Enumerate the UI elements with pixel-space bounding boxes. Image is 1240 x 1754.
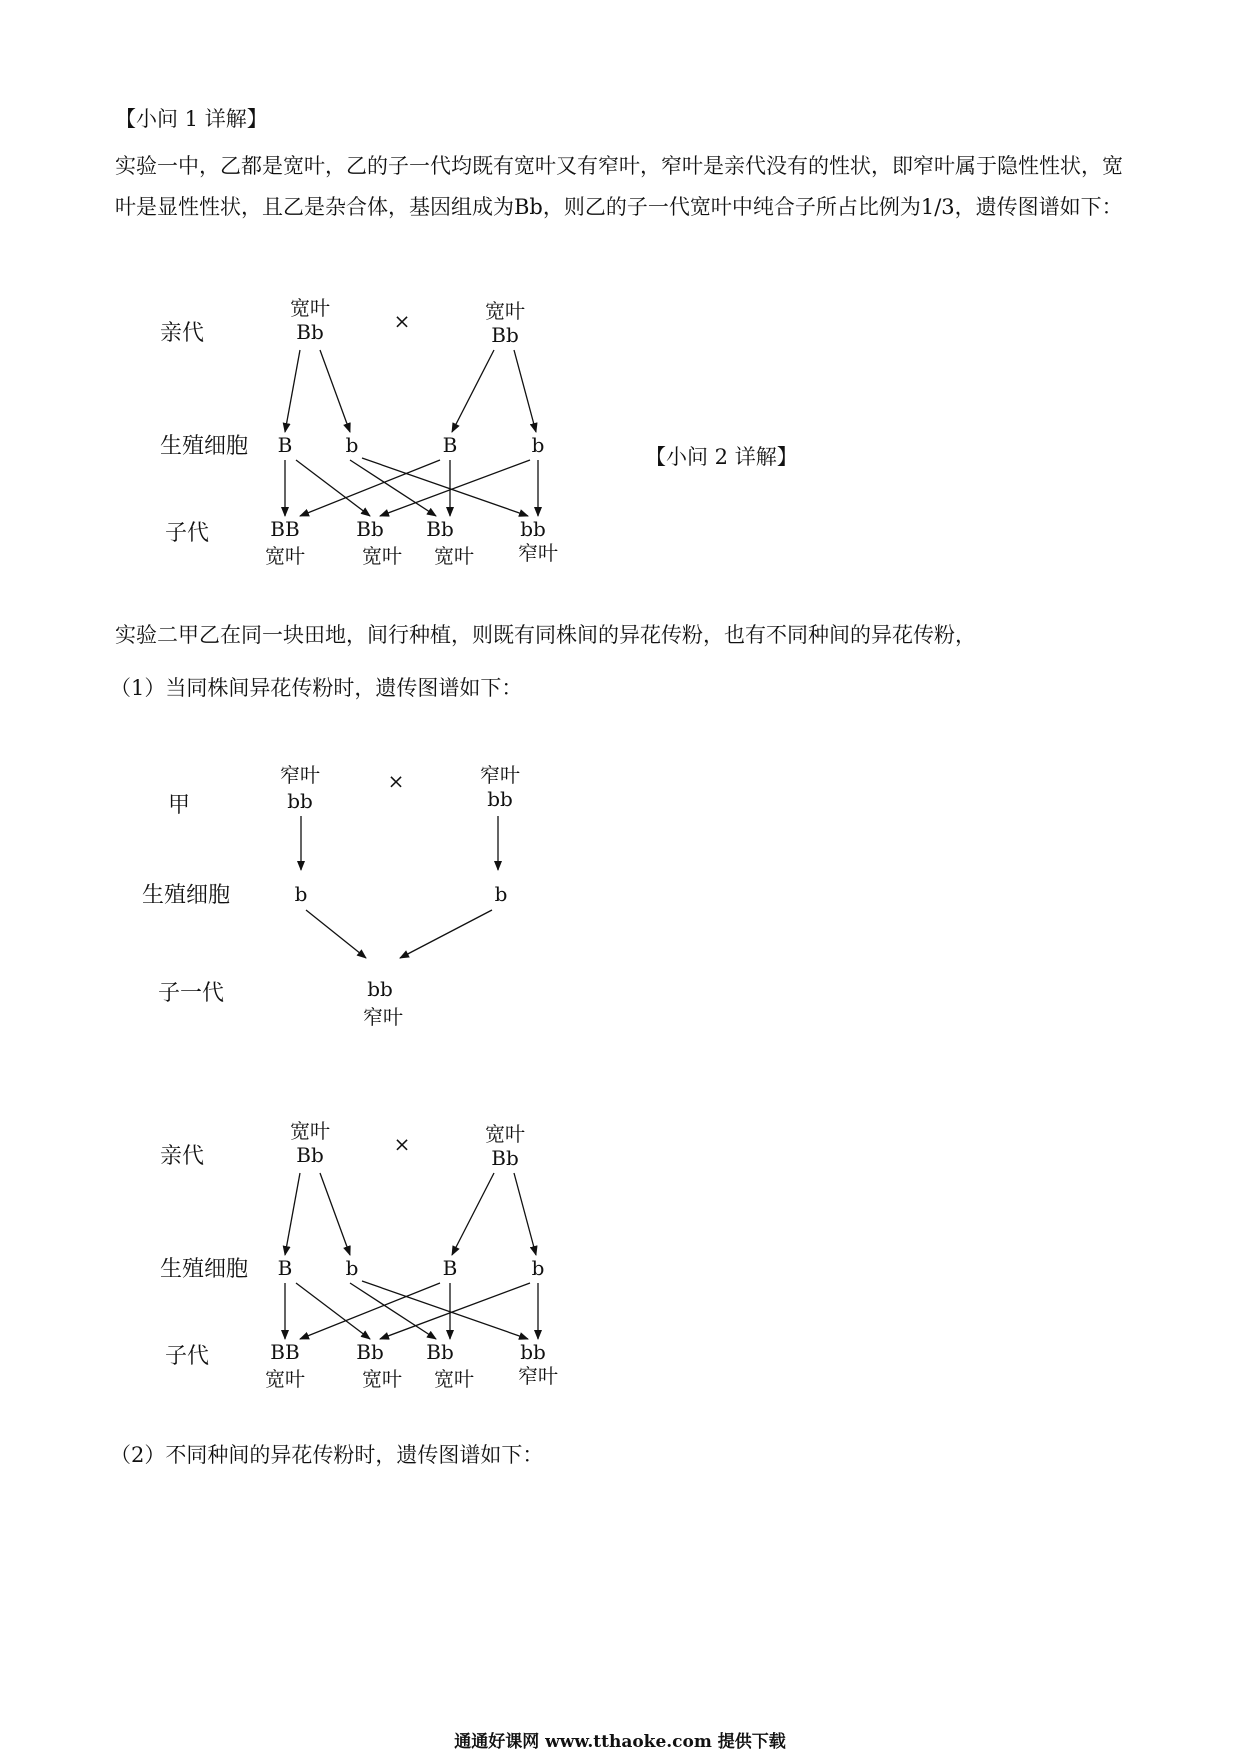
offspring-4-genotype: bb (520, 517, 546, 541)
row-label-parent: 甲 (168, 793, 191, 818)
gamete-2: b (345, 1256, 359, 1280)
offspring-3-genotype: Bb (426, 517, 454, 541)
cross-symbol: × (393, 1132, 411, 1156)
offspring-3-trait: 宽叶 (434, 544, 474, 568)
row-label-parent: 亲代 (160, 321, 205, 346)
section1-heading: 【小问 1 详解】 (115, 107, 268, 131)
offspring-2-trait: 宽叶 (362, 544, 402, 568)
diagram-2-arrows (301, 816, 498, 958)
gamete-4: b (531, 1256, 545, 1280)
gamete-1: B (277, 1256, 293, 1280)
genetic-diagram-2 (0, 750, 620, 1054)
row-label-offspring: 子一代 (158, 981, 225, 1006)
offspring-2-trait: 宽叶 (362, 1367, 402, 1391)
parent1-genotype: Bb (296, 320, 324, 344)
row-label-gamete: 生殖细胞 (160, 434, 249, 459)
offspring-genotype: bb (367, 977, 393, 1001)
genetic-diagram-1-svg (0, 290, 620, 580)
section1-paragraph: 实验一中，乙都是宽叶，乙的子一代均既有宽叶又有窄叶，窄叶是亲代没有的性状，即窄叶属于隐性性状，宽叶是显性性状，且乙是杂合体，基因组成为Bb，则乙的子一代宽叶中纯合子所占比例为1/3，遗传图谱如下： (115, 154, 1123, 219)
gamete-3: B (442, 433, 458, 457)
gamete-2: b (345, 433, 359, 457)
parent1-trait: 宽叶 (290, 1119, 330, 1143)
genetic-diagram-3-svg (0, 1113, 620, 1403)
parent2-genotype: Bb (491, 323, 519, 347)
offspring-trait: 窄叶 (363, 1005, 403, 1029)
genetic-diagram-1 (0, 290, 620, 584)
row-label-gamete: 生殖细胞 (160, 1257, 249, 1282)
offspring-4-genotype: bb (520, 1340, 546, 1364)
gamete-1: B (277, 433, 293, 457)
diagram-1-arrows (285, 350, 538, 516)
offspring-2-genotype: Bb (356, 1340, 384, 1364)
section2-heading: 【小问 2 详解】 (645, 445, 798, 469)
diagram-3-arrows (285, 1173, 538, 1339)
parent1-trait: 窄叶 (280, 763, 320, 787)
gamete-4: b (531, 433, 545, 457)
parent2-trait: 宽叶 (485, 1122, 525, 1146)
offspring-3-trait: 宽叶 (434, 1367, 474, 1391)
parent2-genotype: Bb (491, 1146, 519, 1170)
parent1-genotype: bb (287, 789, 313, 813)
row-label-parent: 亲代 (160, 1144, 205, 1169)
parent2-trait: 宽叶 (485, 299, 525, 323)
parent2-trait: 窄叶 (480, 763, 520, 787)
offspring-1-trait: 宽叶 (265, 544, 305, 568)
case2-text: （2）不同种间的异花传粉时，遗传图谱如下： (110, 1443, 544, 1467)
gamete-3: B (442, 1256, 458, 1280)
parent2-genotype: bb (487, 787, 513, 811)
case1-text: （1）当同株间异花传粉时，遗传图谱如下： (110, 676, 523, 700)
gamete-1: b (294, 882, 308, 906)
row-label-offspring: 子代 (165, 1344, 210, 1369)
footer-watermark: 通通好课网 www.tthaoke.com 提供下载 (454, 1732, 786, 1752)
offspring-1-trait: 宽叶 (265, 1367, 305, 1391)
cross-symbol: × (387, 769, 405, 793)
gamete-2: b (494, 882, 508, 906)
offspring-3-genotype: Bb (426, 1340, 454, 1364)
row-label-gamete: 生殖细胞 (142, 883, 231, 908)
genetic-diagram-3 (0, 1113, 620, 1407)
offspring-1-genotype: BB (270, 517, 300, 541)
genetic-diagram-2-svg (0, 750, 620, 1050)
row-label-offspring: 子代 (165, 521, 210, 546)
offspring-1-genotype: BB (270, 1340, 300, 1364)
offspring-4-trait: 窄叶 (518, 541, 558, 565)
cross-symbol: × (393, 309, 411, 333)
offspring-2-genotype: Bb (356, 517, 384, 541)
offspring-4-trait: 窄叶 (518, 1364, 558, 1388)
parent1-trait: 宽叶 (290, 296, 330, 320)
parent1-genotype: Bb (296, 1143, 324, 1167)
experiment2-paragraph: 实验二甲乙在同一块田地，间行种植，则既有同株间的异花传粉，也有不同种间的异花传粉， (115, 623, 976, 647)
